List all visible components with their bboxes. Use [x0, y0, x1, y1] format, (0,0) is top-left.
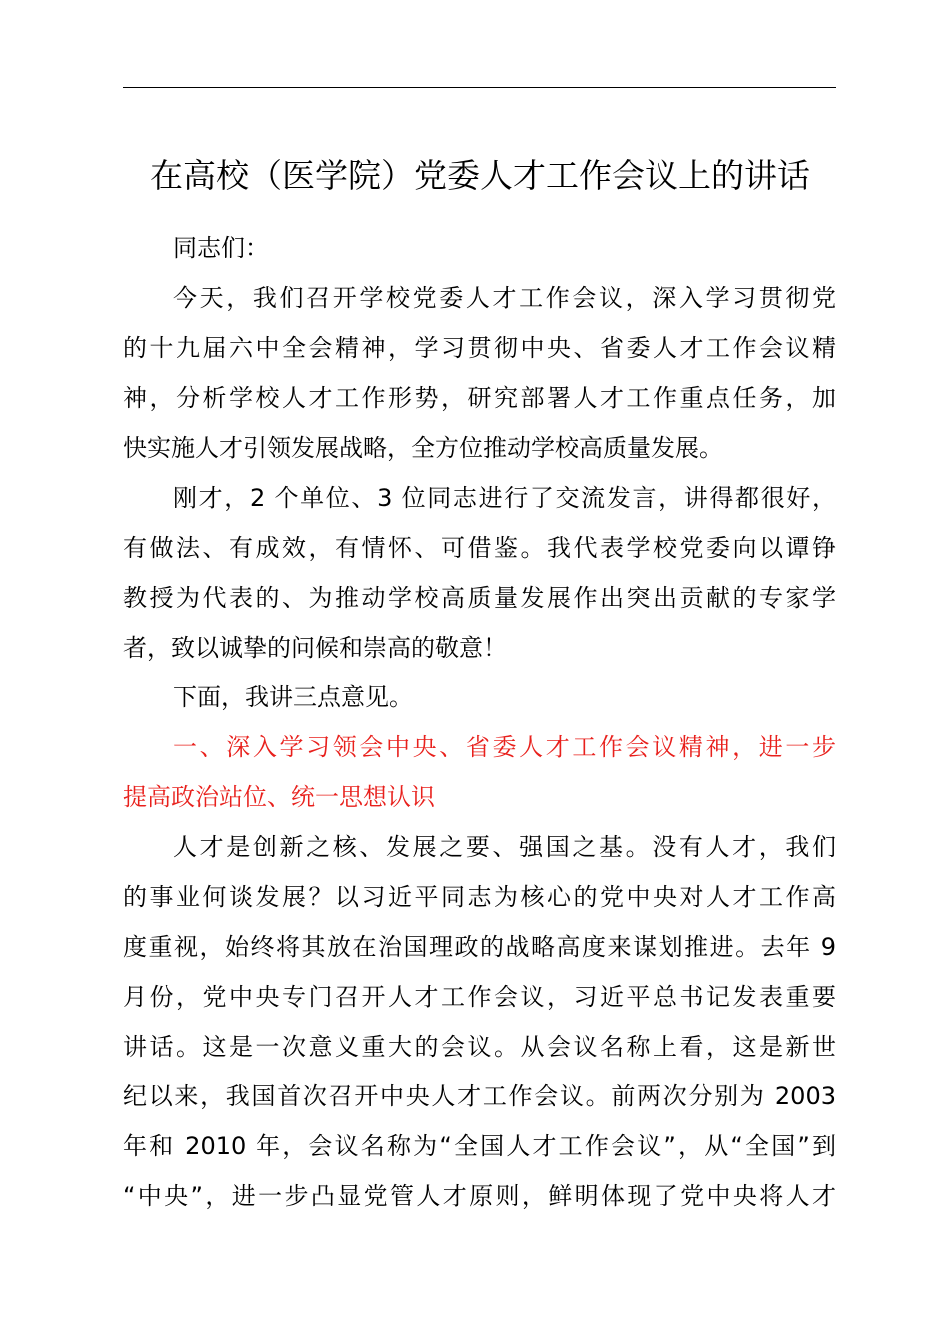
paragraph-line: 的事业何谈发展？以习近平同志为核心的党中央对人才工作高	[123, 883, 836, 911]
paragraph-line: 下面，我讲三点意见。	[173, 683, 413, 711]
paragraph-line: 讲话。这是一次意义重大的会议。从会议名称上看，这是新世	[123, 1033, 836, 1061]
paragraph-line: 人才是创新之核、发展之要、强国之基。没有人才，我们	[173, 833, 836, 861]
header-rule	[123, 87, 836, 88]
paragraph-line: 的十九届六中全会精神，学习贯彻中央、省委人才工作会议精	[123, 334, 836, 362]
section-heading-1: 一、深入学习领会中央、省委人才工作会议精神，进一步	[173, 733, 836, 761]
paragraph-line: 度重视，始终将其放在治国理政的战略高度来谋划推进。去年 9	[123, 933, 836, 961]
paragraph-line: 今天，我们召开学校党委人才工作会议，深入学习贯彻党	[173, 284, 836, 312]
paragraph-line: 纪以来，我国首次召开中央人才工作会议。前两次分别为 2003	[123, 1082, 836, 1110]
paragraph-line: 年和 2010 年，会议名称为“全国人才工作会议”，从“全国”到	[123, 1132, 836, 1160]
paragraph-line: 者，致以诚挚的问候和崇高的敬意！	[123, 634, 507, 662]
section-heading-1-cont: 提高政治站位、统一思想认识	[123, 783, 435, 811]
paragraph-line: 刚才，2 个单位、3 位同志进行了交流发言，讲得都很好，	[173, 484, 836, 512]
salutation: 同志们：	[173, 234, 269, 262]
paragraph-line: 快实施人才引领发展战略，全方位推动学校高质量发展。	[123, 434, 723, 462]
paragraph-line: 有做法、有成效，有情怀、可借鉴。我代表学校党委向以谭铮	[123, 534, 836, 562]
paragraph-line: “中央”，进一步凸显党管人才原则，鲜明体现了党中央将人才	[123, 1182, 836, 1210]
paragraph-line: 神，分析学校人才工作形势，研究部署人才工作重点任务，加	[123, 384, 836, 412]
paragraph-line: 教授为代表的、为推动学校高质量发展作出突出贡献的专家学	[123, 584, 836, 612]
document-title: 在高校（医学院）党委人才工作会议上的讲话	[150, 156, 810, 195]
paragraph-line: 月份，党中央专门召开人才工作会议，习近平总书记发表重要	[123, 983, 836, 1011]
